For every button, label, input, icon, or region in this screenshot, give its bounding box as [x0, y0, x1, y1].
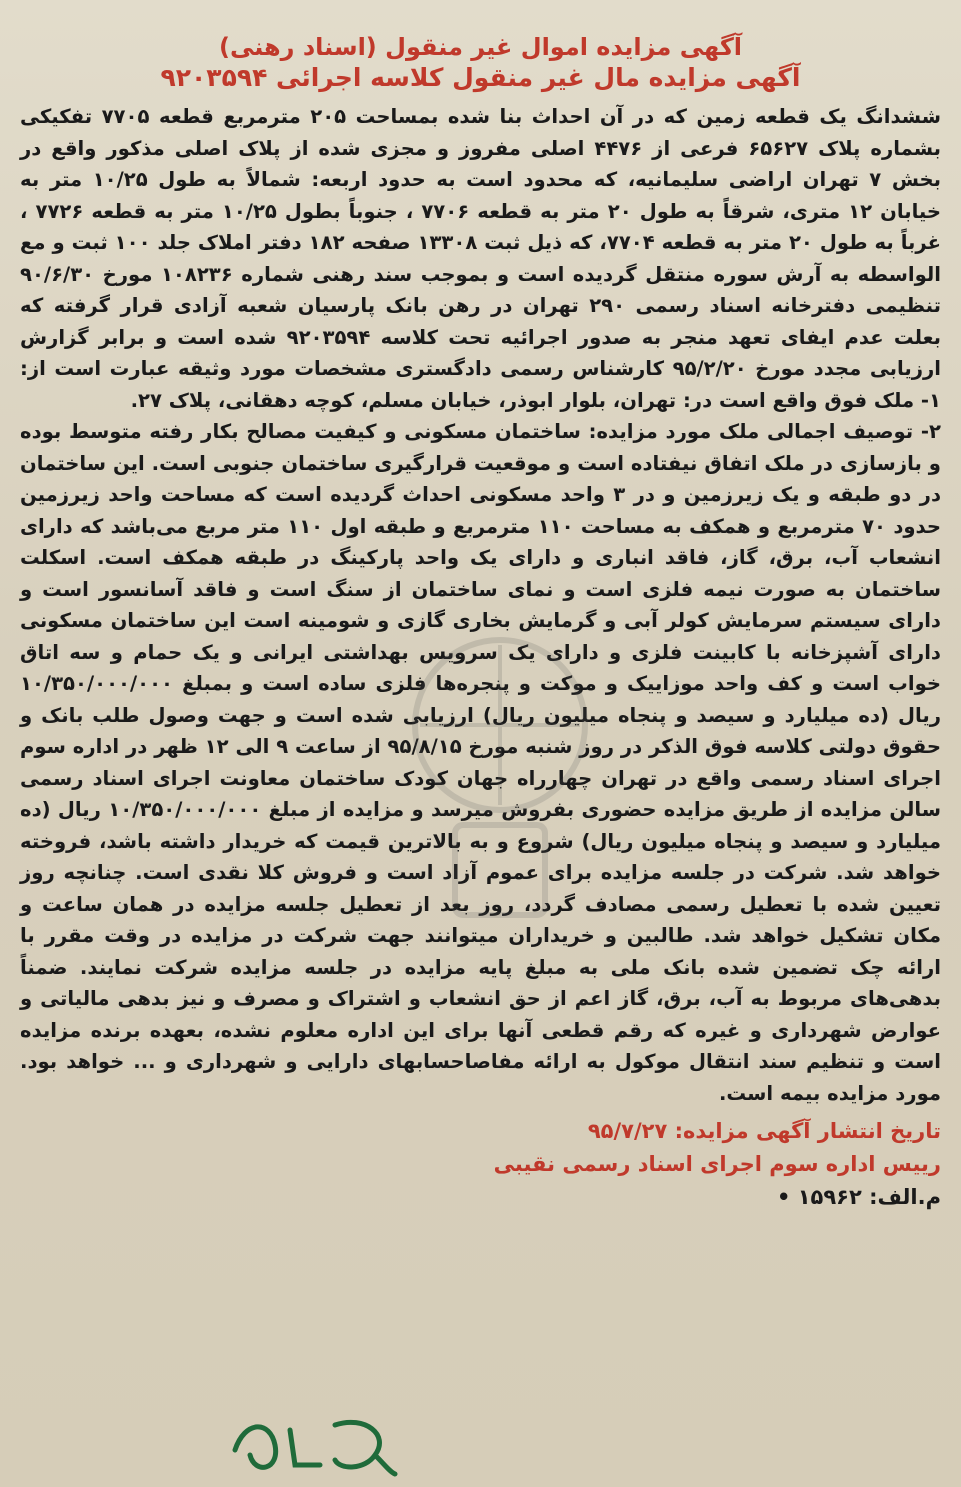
bullet-icon: •: [776, 1185, 791, 1210]
paragraph-property-description: ششدانگ یک قطعه زمین که در آن احداث بنا شده بمساحت ۲۰۵ مترمربع قطعه ۷۷۰۵ تفکیکی بشماره پلاک ۶۵۶۲۷ فرعی از ۴۴۷۶ اصلی مفروز و مجزی شده از پلاک اصلی مذکور واقع در بخش ۷ تهران اراضی سلیمانیه، که محدود است به حدود اربعه: شمالاً به طول ۱۰/۲۵ متر به خیابان ۱۲ متری، شرقاً به طول ۲۰ متر به قطعه ۷۷۰۶ ، جنوباً بطول ۱۰/۲۵ متر به قطعه ۷۷۲۶ ، غرباً به طول ۲۰ متر به قطعه ۷۷۰۴، که ذیل ثبت ۱۳۳۰۸ صفحه ۱۸۲ دفتر املاک جلد ۱۰۰ ثبت و مع الواسطه به آرش سوره منتقل گردیده است و بموجب سند رهنی شماره ۱۰۸۲۳۶ مورخ ۹۰/۶/۳۰ تنظیمی دفترخانه اسناد رسمی ۲۹۰ تهران در رهن بانک پارسیان شعبه آزادی قرار گرفته که بعلت عدم ایفای تعهد منجر به صدور اجرائیه تحت کلاسه ۹۲۰۳۵۹۴ شده است و برابر گزارش ارزیابی مجدد مورخ ۹۵/۲/۲۰ کارشناس رسمی دادگستری مشخصات مورد وثیقه عبارت است از: ۱- ملک فوق واقع است در: تهران، بلوار ابوذر، خیابان مسلم، کوچه دهقانی، پلاک ۲۷.: [20, 105, 942, 412]
notice-footer: [20, 1115, 941, 1214]
notice-subtitle: آگهی مزایده مال غیر منقول کلاسه اجرائی ۹۲۰۳۵۹۴: [160, 63, 801, 92]
watermark-logo: [400, 615, 600, 935]
signer-title: رییس اداره سوم اجرای اسناد رسمی: [562, 1152, 941, 1177]
signer-name: نقیبی: [493, 1152, 556, 1177]
handwritten-number: [225, 1410, 400, 1482]
publish-date-value: ۹۵/۷/۲۷: [587, 1119, 668, 1144]
paragraph-auction-terms: ۲- توصیف اجمالی ملک مورد مزایده: ساختمان مسکونی و کیفیت مصالح بکار رفته متوسط بوده و بازسازی در ملک اتفاق نیفتاده است و موقعیت قرارگیری ساختمان جنوبی است. این ساختمان در دو طبقه و یک زیرزمین و در ۳ واحد مسکونی احداث گردیده است که مساحت واحد زیرزمین حدود ۷۰ مترمربع و همکف به مساحت ۱۱۰ مترمربع و طبقه اول ۱۱۰ متر مربع می‌باشد که دارای انشعاب آب، برق، گاز، فاقد انباری و دارای یک واحد پارکینگ در طبقه همکف است. اسکلت ساختمان به صورت نیمه فلزی است و نمای ساختمان از سنگ است و فاقد آسانسور است و دارای سیستم سرمایش کولر آبی و گرمایش بخاری گازی و شومینه است این ساختمان مسکونی دارای آشپزخانه با کابینت فلزی و دارای یک سرویس بهداشتی ایرانی و یک حمام و سه اتاق خواب است و کف واحد موزاییک و موکت و پنجره‌ها فلزی ساده است و بمبلغ ۱۰/۳۵۰/۰۰۰/۰۰۰ ریال (ده میلیارد و سیصد و پنجاه میلیون ریال) ارزیابی شده است و جهت وصول طلب بانک و حقوق دولتی کلاسه فوق الذکر در روز شنبه مورخ ۹۵/۸/۱۵ از ساعت ۹ الی ۱۲ ظهر در اداره سوم اجرای اسناد رسمی واقع در تهران چهارراه جهان کودک ساختمان معاونت اجرای اسناد رسمی سالن مزایده از طریق مزایده حضوری بفروش میرسد و مزایده از مبلغ ۱۰/۳۵۰/۰۰۰/۰۰۰ ریال (ده میلیارد و سیصد و پنجاه میلیون ریال) شروع و به بالاترین قیمت که خریدار داشته باشد، فروخته خواهد شد. شرکت در جلسه مزایده برای عموم آزاد است و فروش کلا نقدی است. چنانچه روز تعیین شده با تعطیل رسمی مصادف گردد، روز بعد از تعطیل جلسه مزایده در همان ساعت و مکان تشکیل خواهد شد. طالبین و خریداران میتوانند جهت شرکت در مزایده در وقت مقرر با ارائه چک تضمین شده بانک ملی به مبلغ پایه مزایده در جلسه مزایده شرکت نمایند. ضمناً بدهی‌های مربوط به آب، برق، گاز اعم از حق انشعاب و اشتراک و مصرف و نیز بدهی مالیاتی و عوارض شهرداری و غیره که رقم قطعی آنها برای این اداره معلوم نشده، بعهده برنده مزایده است و تنظیم سند انتقال موکول به ارائه مفاصاحسابهای دارایی و شهرداری و ... خواهد بود. مورد مزایده بیمه است.: [20, 420, 942, 1105]
publish-date-line: [20, 1115, 941, 1148]
notice-body: [20, 101, 941, 1109]
publish-date-label: تاریخ انتشار آگهی مزایده:: [674, 1119, 941, 1144]
reference-line: [20, 1181, 941, 1214]
signer-line: [20, 1148, 941, 1181]
notice-title: آگهی مزایده اموال غیر منقول (اسناد رهنی): [218, 33, 743, 61]
reference-code: م.الف: ۱۵۹۶۲: [797, 1185, 941, 1210]
